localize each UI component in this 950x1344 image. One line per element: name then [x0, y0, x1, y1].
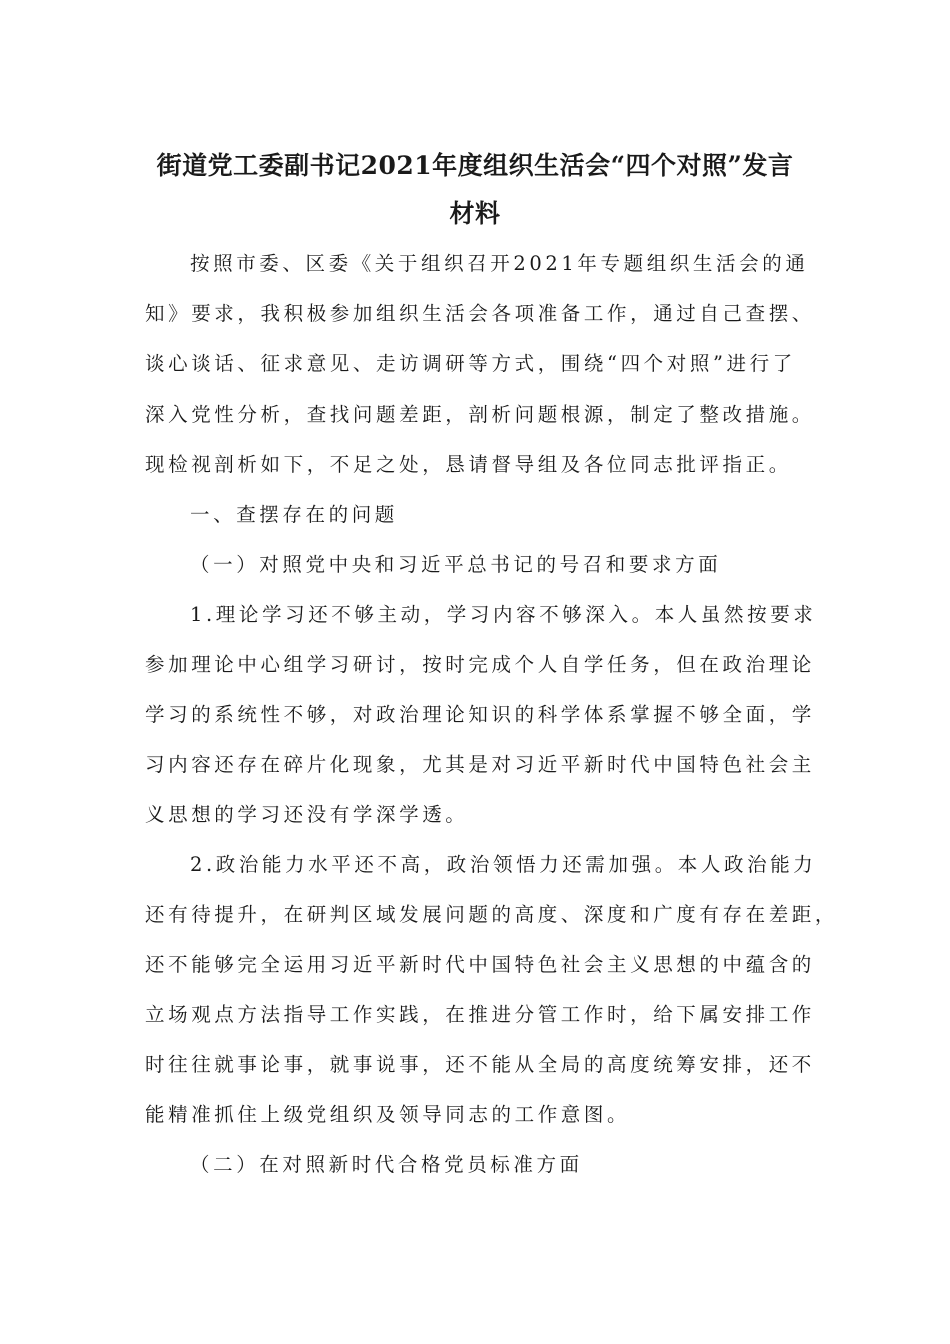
paragraph-1-line-3: 谈心谈话、征求意见、走访调研等方式，围绕“四个对照”进行了 [145, 352, 796, 375]
paragraph-1-line-5: 现检视剖析如下，不足之处，恳请督导组及各位同志批评指正。 [145, 453, 792, 476]
paragraph-2-line-1: 1.理论学习还不够主动，学习内容不够深入。本人虽然按要求 [190, 603, 817, 626]
paragraph-3-line-6: 能精准抓住上级党组织及领导同志的工作意图。 [145, 1103, 631, 1126]
paragraph-2-line-3: 学习的系统性不够，对政治理论知识的科学体系掌握不够全面，学 [145, 703, 815, 726]
subsection-heading-2: （二）在对照新时代合格党员标准方面 [190, 1153, 583, 1176]
paragraph-3-line-4: 立场观点方法指导工作实践，在推进分管工作时，给下属安排工作 [145, 1003, 815, 1026]
paragraph-3-line-3: 还不能够完全运用习近平新时代中国特色社会主义思想的中蕴含的 [145, 953, 815, 976]
document-title-line-1: 街道党工委副书记2021年度组织生活会“四个对照”发言 [156, 151, 794, 180]
document-title-line-2: 材料 [449, 199, 501, 228]
paragraph-2-line-2: 参加理论中心组学习研讨，按时完成个人自学任务，但在政治理论 [145, 653, 815, 676]
subsection-heading-1: （一）对照党中央和习近平总书记的号召和要求方面 [190, 553, 722, 576]
paragraph-1-line-1: 按照市委、区委《关于组织召开2021年专题组织生活会的通 [190, 252, 809, 275]
paragraph-3-line-5: 时往往就事论事，就事说事，还不能从全局的高度统筹安排，还不 [145, 1053, 815, 1076]
paragraph-1-line-4: 深入党性分析，查找问题差距，剖析问题根源，制定了整改措施。 [145, 403, 815, 426]
section-heading-1: 一、查摆存在的问题 [190, 503, 398, 526]
paragraph-2-line-4: 习内容还存在碎片化现象，尤其是对习近平新时代中国特色社会主 [145, 753, 815, 776]
paragraph-2-line-5: 义思想的学习还没有学深学透。 [145, 803, 469, 826]
paragraph-1-line-2: 知》要求，我积极参加组织生活会各项准备工作，通过自己查摆、 [145, 302, 815, 325]
paragraph-3-line-2: 还有待提升，在研判区域发展问题的高度、深度和广度有存在差距， [145, 903, 839, 926]
paragraph-3-line-1: 2.政治能力水平还不高，政治领悟力还需加强。本人政治能力 [190, 853, 817, 876]
